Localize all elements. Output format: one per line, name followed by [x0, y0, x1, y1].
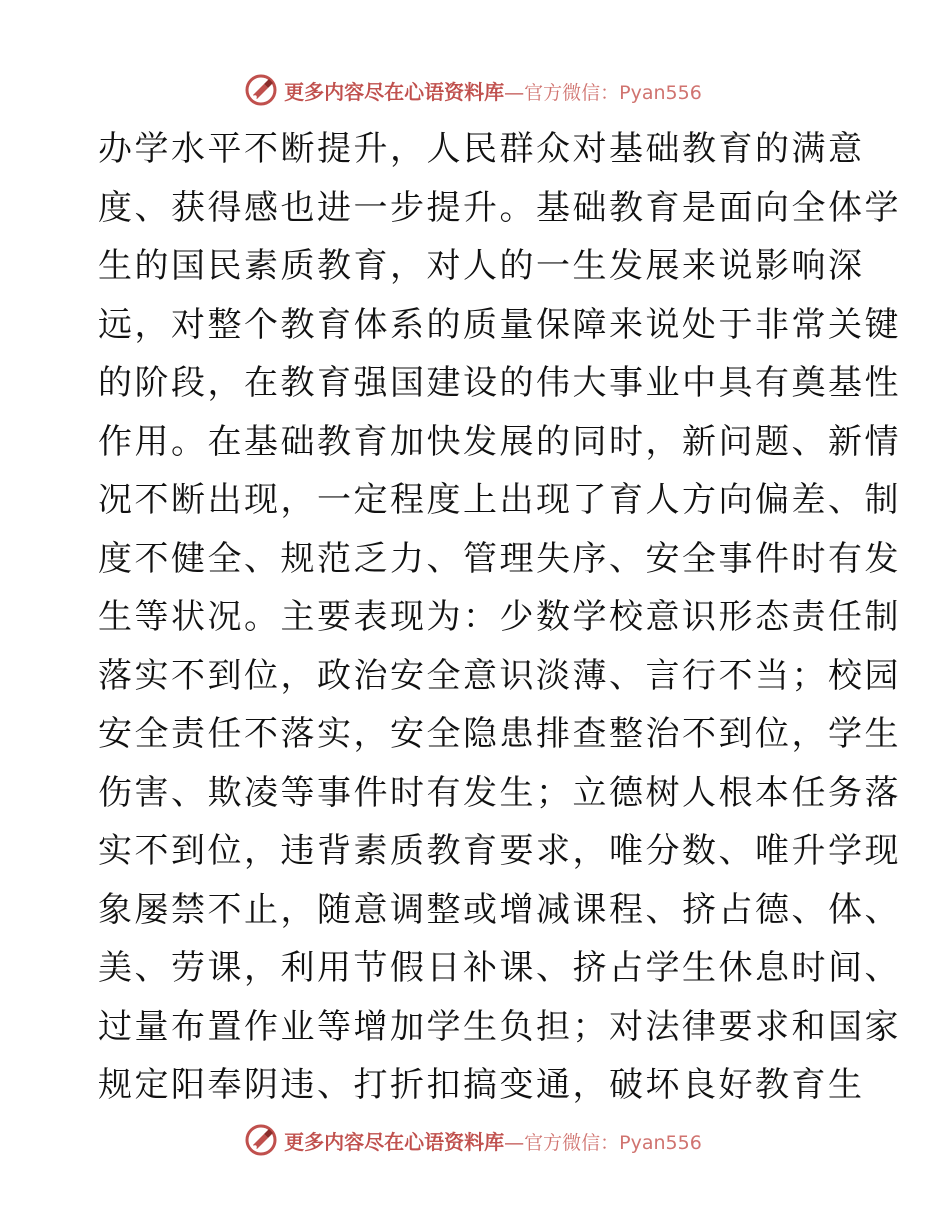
body-line: 作用。在基础教育加快发展的同时，新问题、新情 [98, 421, 901, 462]
body-line: 过量布置作业等增加学生负担；对法律要求和国家 [98, 1006, 901, 1047]
body-line: 度、获得感也进一步提升。基础教育是面向全体学 [98, 187, 901, 228]
footer-watermark [0, 1120, 950, 1160]
body-line: 落实不到位，政治安全意识淡薄、言行不当；校园 [98, 655, 901, 696]
document-body [98, 120, 901, 1115]
body-line: 度不健全、规范乏力、管理失序、安全事件时有发 [98, 538, 901, 579]
pen-seal-logo-icon [244, 1123, 278, 1157]
pen-seal-logo-icon [244, 73, 278, 107]
footer-banner-inner [244, 1123, 702, 1157]
header-contact-text: 官方微信：Pyan556 [524, 81, 702, 104]
body-line: 伤害、欺凌等事件时有发生；立德树人根本任务落 [98, 772, 901, 813]
body-line: 生的国民素质教育，对人的一生发展来说影响深 [98, 246, 865, 286]
header-banner-inner [244, 73, 702, 107]
footer-site-text: 更多内容尽在心语资料库 [284, 1129, 505, 1154]
footer-watermark-text [284, 1126, 702, 1155]
header-site-text: 更多内容尽在心语资料库 [284, 79, 505, 104]
body-line: 办学水平不断提升，人民群众对基础教育的满意 [98, 129, 865, 169]
body-line: 生等状况。主要表现为：少数学校意识形态责任制 [98, 597, 901, 637]
body-line: 的阶段，在教育强国建设的伟大事业中具有奠基性 [98, 363, 901, 403]
body-line: 实不到位，违背素质教育要求，唯分数、唯升学现 [98, 831, 901, 871]
body-line: 美、劳课，利用节假日补课、挤占学生休息时间、 [98, 948, 901, 988]
footer-separator: — [504, 1129, 525, 1154]
header-watermark-text [284, 76, 702, 105]
body-line: 象屡禁不止，随意调整或增减课程、挤占德、体、 [98, 889, 901, 930]
body-line: 况不断出现，一定程度上出现了育人方向偏差、制 [98, 480, 901, 520]
body-line: 安全责任不落实，安全隐患排查整治不到位，学生 [98, 714, 901, 754]
header-separator: — [504, 79, 525, 104]
body-line: 规定阳奉阴违、打折扣搞变通，破坏良好教育生 [98, 1065, 865, 1105]
header-watermark [0, 70, 950, 110]
body-line: 远，对整个教育体系的质量保障来说处于非常关键 [98, 304, 901, 345]
footer-contact-text: 官方微信：Pyan556 [524, 1131, 702, 1154]
